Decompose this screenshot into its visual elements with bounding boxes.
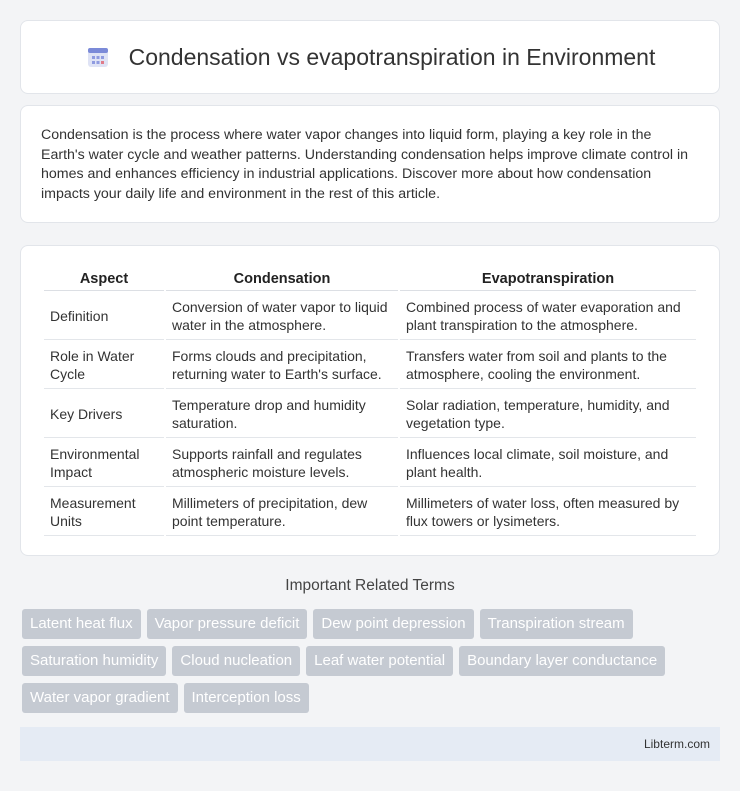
- related-term-tag[interactable]: Boundary layer conductance: [459, 646, 665, 676]
- table-row: [44, 489, 696, 536]
- footer: [20, 727, 720, 761]
- related-term-tag[interactable]: Cloud nucleation: [172, 646, 300, 676]
- table-header-row: [44, 268, 696, 291]
- table-row: [44, 342, 696, 389]
- calendar-grid-icon: [85, 44, 111, 70]
- related-term-tag[interactable]: Water vapor gradient: [22, 683, 178, 713]
- row-condensation: Conversion of water vapor to liquid water in the atmosphere.: [166, 293, 398, 340]
- comparison-table-card: [20, 245, 720, 556]
- header-condensation: Condensation: [166, 268, 398, 291]
- header-card: [20, 20, 720, 94]
- row-evapotranspiration: Solar radiation, temperature, humidity, and vegetation type.: [400, 391, 696, 438]
- header-evapotranspiration: Evapotranspiration: [400, 268, 696, 291]
- row-condensation: Temperature drop and humidity saturation.: [166, 391, 398, 438]
- intro-card: [20, 105, 720, 223]
- row-condensation: Forms clouds and precipitation, returning water to Earth's surface.: [166, 342, 398, 389]
- related-term-tag[interactable]: Transpiration stream: [480, 609, 633, 639]
- page-title: Condensation vs evapotranspiration in Environment: [128, 43, 656, 70]
- related-term-tag[interactable]: Dew point depression: [313, 609, 473, 639]
- related-term-tag[interactable]: Interception loss: [184, 683, 309, 713]
- table-row: [44, 391, 696, 438]
- intro-text: Condensation is the process where water vapor changes into liquid form, playing a key role in the Earth's water cycle and weather patterns. Understanding condensation helps improve climate control in homes and enhances efficiency in industrial applications. Discover more about how condensation impacts your daily life and environment in the rest of this article.: [41, 127, 689, 202]
- related-term-tag[interactable]: Vapor pressure deficit: [147, 609, 308, 639]
- header-aspect: Aspect: [44, 268, 164, 291]
- row-aspect: Role in Water Cycle: [44, 342, 164, 389]
- row-condensation: Supports rainfall and regulates atmospheric moisture levels.: [166, 440, 398, 487]
- related-term-tag[interactable]: Leaf water potential: [306, 646, 453, 676]
- title-wrap: [85, 44, 656, 71]
- row-condensation: Millimeters of precipitation, dew point temperature.: [166, 489, 398, 536]
- table-row: [44, 440, 696, 487]
- row-aspect: Environmental Impact: [44, 440, 164, 487]
- row-aspect: Measurement Units: [44, 489, 164, 536]
- related-term-tag[interactable]: Saturation humidity: [22, 646, 166, 676]
- row-evapotranspiration: Transfers water from soil and plants to the atmosphere, cooling the environment.: [400, 342, 696, 389]
- footer-site-link[interactable]: Libterm.com: [643, 737, 710, 751]
- table-row: [44, 293, 696, 340]
- row-evapotranspiration: Combined process of water evaporation and plant transpiration to the atmosphere.: [400, 293, 696, 340]
- comparison-table: [42, 266, 698, 538]
- row-evapotranspiration: Millimeters of water loss, often measured by flux towers or lysimeters.: [400, 489, 696, 536]
- related-terms-title: Important Related Terms: [285, 577, 455, 594]
- related-term-tag[interactable]: Latent heat flux: [22, 609, 141, 639]
- row-aspect: Definition: [44, 293, 164, 340]
- related-terms-list: [22, 609, 722, 713]
- row-aspect: Key Drivers: [44, 391, 164, 438]
- row-evapotranspiration: Influences local climate, soil moisture, and plant health.: [400, 440, 696, 487]
